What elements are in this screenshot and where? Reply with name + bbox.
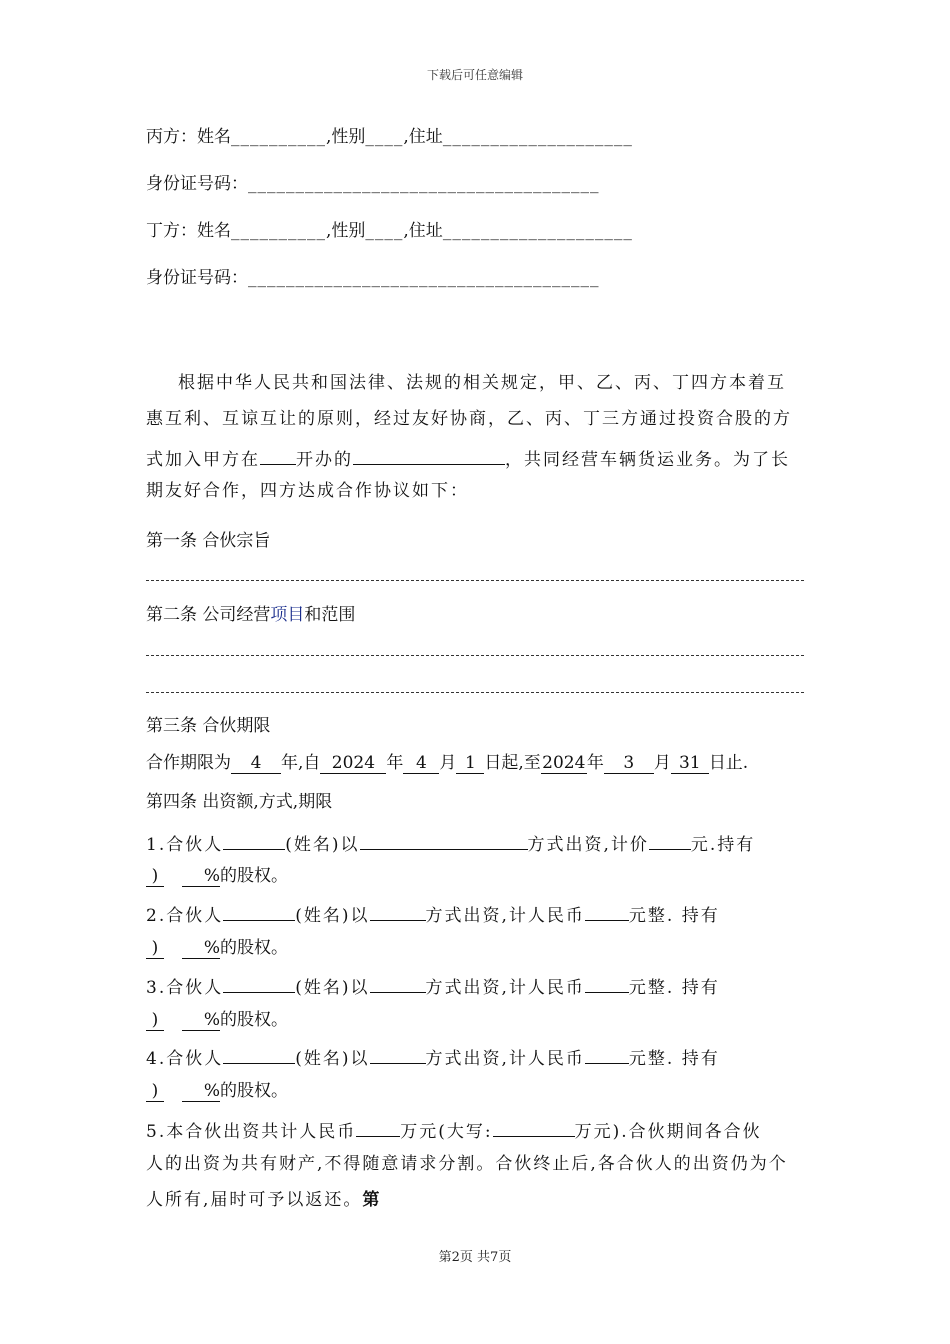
item-4-num: 4. [146,1049,167,1069]
party-c-address-blank: ____________________ [442,127,633,147]
term-text-6: 年 [586,753,604,773]
intro-line-1: 根据中华人民共和国法律、法规的相关规定，甲、乙、丙、丁四方本着互 [178,373,786,393]
item-4-amount-blank [585,1043,629,1064]
item-1-amount-blank [649,829,691,850]
article-1-dashed-line [146,580,804,581]
intro-line-4: 期友好合作，四方达成合作协议如下： [146,481,469,501]
party-c-id-label: 身份证号码： [146,174,248,194]
item-3-a: 合伙人 [166,978,224,998]
article-2-title-a: 第二条 公司经营 [146,605,271,625]
share-4-text: 的股权。 [220,1081,288,1101]
intro-line-3c: ，共同经营车辆货运业务。为了长 [505,450,790,470]
share-2-pct: % [182,938,220,959]
item-3-num: 3. [146,978,167,998]
item-2-c: 方式出资,计人民币 [425,906,585,926]
party-d-line [146,220,633,242]
item-4-c: 方式出资,计人民币 [425,1049,585,1069]
share-1-paren: ) [146,866,164,887]
item-5-b: 万元(大写: [400,1122,493,1142]
party-d-address-blank: ____________________ [442,221,633,241]
intro-line-2: 惠互利、互谅互让的原则，经过友好协商，乙、丙、丁三方通过投资合股的方 [146,409,792,429]
item-3-method-blank [370,972,426,993]
share-1-text: 的股权。 [220,866,288,886]
party-c-gender-label: ,性别 [326,127,366,147]
article-1-title: 第一条 合伙宗旨 [146,531,271,551]
term-years: 4 [231,753,281,774]
intro-line-3 [146,444,790,471]
article-2-title-b: 和范围 [304,605,356,625]
item-3-b: (姓名)以 [295,978,370,998]
item-4-d: 元整. 持有 [628,1049,720,1069]
contribution-item-2 [146,900,720,927]
item-1-d: 元.持有 [690,835,756,855]
end-month: 3 [604,753,654,774]
item-5-amount-blank [356,1116,400,1137]
start-month: 4 [403,753,439,774]
party-c-gender-blank: ____ [365,127,404,147]
term-text-7: 月 [653,753,671,773]
share-3-paren: ) [146,1010,164,1031]
item-1-a: 合伙人 [166,835,224,855]
article-3-title: 第三条 合伙期限 [146,716,271,736]
term-text-8: 日止. [708,753,749,773]
page-footer: 第2页 共7页 [438,1250,512,1265]
party-c-id-blank: _____________________________________ [248,174,600,194]
intro-line-3a: 式加入甲方在 [146,450,260,470]
item-1-num: 1. [146,835,167,855]
item-1-c: 方式出资,计价 [527,835,649,855]
party-c-label: 丙方：姓名 [146,127,231,147]
item-3-d: 元整. 持有 [628,978,720,998]
item-5-line-2: 人的出资为共有财产,不得随意请求分割。合伙终止后,各合伙人的出资仍为个 [146,1154,788,1174]
article-2-title [146,604,355,626]
item-2-b: (姓名)以 [295,906,370,926]
term-text-4: 月 [439,753,457,773]
term-text-1: 合作期限为 [146,753,231,773]
item-1-name-blank [223,829,285,850]
party-c-name-blank: __________ [231,127,326,147]
share-2-paren: ) [146,938,164,959]
item-4-a: 合伙人 [166,1049,224,1069]
article-2-dashed-line-1 [146,655,804,656]
item-5-c: 万元).合伙期间各合伙 [574,1122,762,1142]
contribution-item-3 [146,972,720,999]
party-c-id-line [146,173,600,195]
share-1-pct: % [182,866,220,887]
party-d-address-label: ,住址 [403,221,443,241]
item-5-tail: 第 [362,1190,382,1210]
item-2-amount-blank [585,900,629,921]
item-5-line-3 [146,1189,381,1211]
share-4-pct: % [182,1081,220,1102]
item-3-name-blank [223,972,295,993]
party-d-name-blank: __________ [231,221,326,241]
share-line-1 [146,865,288,887]
party-d-gender-blank: ____ [365,221,404,241]
party-c-line [146,126,633,148]
share-3-pct: % [182,1010,220,1031]
contribution-item-1 [146,829,755,856]
item-2-name-blank [223,900,295,921]
share-line-3 [146,1009,288,1031]
item-4-method-blank [370,1043,426,1064]
end-day: 31 [671,753,709,774]
item-4-b: (姓名)以 [295,1049,370,1069]
contribution-item-5 [146,1116,762,1143]
company-blank [353,444,505,465]
item-5-a: 5.本合伙出资共计人民币 [146,1122,357,1142]
item-1-method-blank [360,829,528,850]
party-c-address-label: ,住址 [403,127,443,147]
article-2-link-project[interactable]: 项目 [270,605,305,625]
start-year: 2024 [320,753,386,774]
party-d-gender-label: ,性别 [326,221,366,241]
share-line-4 [146,1080,288,1102]
term-line [146,752,748,774]
page-header: 下载后可任意编辑 [426,68,523,82]
item-5-capital-blank [493,1116,575,1137]
intro-line-3b: 开办的 [296,450,353,470]
item-2-method-blank [370,900,426,921]
party-d-label: 丁方：姓名 [146,221,231,241]
share-2-text: 的股权。 [220,938,288,958]
term-text-5: 日起,至 [484,753,541,773]
item-4-name-blank [223,1043,295,1064]
party-d-id-line [146,267,600,289]
article-4-title: 第四条 出资额,方式,期限 [146,792,333,812]
party-d-id-blank: _____________________________________ [248,268,600,288]
item-1-b: (姓名)以 [285,835,360,855]
article-2-dashed-line-2 [146,692,804,693]
term-text-2: 年,自 [281,753,321,773]
share-3-text: 的股权。 [220,1010,288,1030]
end-year: 2024 [542,753,586,773]
item-3-c: 方式出资,计人民币 [425,978,585,998]
location-blank [260,444,296,465]
item-2-num: 2. [146,906,167,926]
term-text-3: 年 [386,753,404,773]
share-4-paren: ) [146,1081,164,1102]
contribution-item-4 [146,1043,720,1070]
item-5-line-3-text: 人所有,届时可予以返还。 [146,1190,363,1210]
start-day: 1 [456,753,484,774]
item-2-a: 合伙人 [166,906,224,926]
share-line-2 [146,937,288,959]
party-d-id-label: 身份证号码： [146,268,248,288]
item-3-amount-blank [585,972,629,993]
item-2-d: 元整. 持有 [628,906,720,926]
